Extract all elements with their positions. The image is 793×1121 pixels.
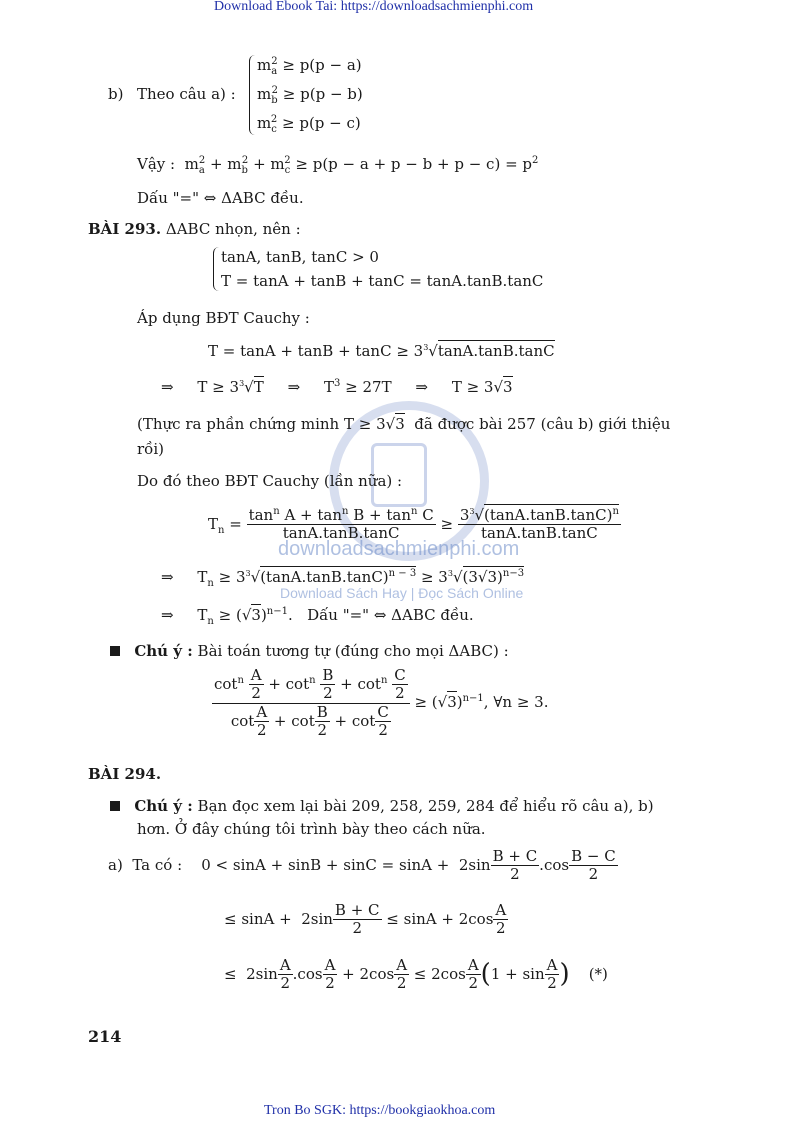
chu-y-1-formula: $\cot^n$ $\frac{A}{2}$ + $\cot^n$ $\frac{B}{2}$ + $\cot^n$ $\frac{C}{2}$ cot $\frac{A}{2}$ + cot $\frac{B}{2}$ + cot $\frac{C}{2}$ ≥ $(√3)^{n-1}$, ∀n ≥ 3. xyxy=(214,666,549,739)
bai294-part-a-line3: ≤ 2sin $\frac{A}{2}$ .cos $\frac{A}{2}$ + 2cos $\frac{A}{2}$ ≤ 2cos $\frac{A}{2}$ (1 + sin $\frac{A}{2}$ ) (*) xyxy=(224,956,608,993)
bai293-system-1: tanA, tanB, tanC > 0 xyxy=(221,248,379,266)
bai293-note-line2: rồi) xyxy=(137,440,164,458)
part-b-conclusion: Vậy : $m_a^2 + m_b^2 + m_c^2 \ge p(p - a + p - b + p - c) = p^2$ xyxy=(137,155,539,176)
chu-y-1: Chú ý : Bài toán tương tự (đúng cho mọi ΔABC) : xyxy=(110,642,509,660)
header-download-link[interactable]: Download Ebook Tai: https://downloadsachmienphi.com xyxy=(214,0,534,14)
bai293-eq2: ⇒ $T \ge 3^3√T$ ⇒ $T^3 \ge 27T$ ⇒ T ≥ 3√3 xyxy=(161,378,513,396)
bai294-title: BÀI 294. xyxy=(88,765,162,783)
part-b-intro: Theo câu a) : xyxy=(137,85,236,103)
bai294-part-a-line1: a) Ta có : 0 < sinA + sinB + sinC = sinA + 2sin $\frac{B + C}{2}$ .cos $\frac{B - C}{2}$ xyxy=(108,847,616,884)
bullet-square-icon xyxy=(110,646,120,656)
watermark-site: downloadsachmienphi.com xyxy=(278,538,520,560)
bai293-heading: BÀI 293. ΔABC nhọn, nên : xyxy=(88,220,301,238)
bai294-part-a-line2: ≤ sinA + 2sin $\frac{B + C}{2}$ ≤ sinA + 2cos $\frac{A}{2}$ xyxy=(224,901,507,938)
part-b-line-2: $m_b^2 \ge p(p - b)$ xyxy=(257,85,363,106)
bai293-note-line1: (Thực ra phần chứng minh T ≥ 3√3 đã được bài 257 (câu b) giới thiệu xyxy=(137,415,671,433)
footer-sgk-link[interactable]: Tron Bo SGK: https://bookgiaokhoa.com xyxy=(264,1103,496,1118)
bai293-eq4: ⇒ $T_n \ge (√3)^{n-1}$. Dấu "=" ⇔ ΔABC đều. xyxy=(161,606,474,627)
bai293-tn-eq: $T_n$ = $\frac{\tan^n A + \tan^n B + \tan^n C}{\tan A.\tan B.\tan C}$ ≥ $\frac{3^3√(\tan A.\tan B.\tan C)^n}{\tan A.\tan B.\tan C}$ xyxy=(208,506,619,543)
bullet-square-icon xyxy=(110,801,120,811)
watermark-tagline: Download Sách Hay | Đọc Sách Online xyxy=(280,585,524,601)
bai293-cauchy-again: Do đó theo BĐT Cauchy (lần nữa) : xyxy=(137,472,403,490)
part-b-label: b) xyxy=(108,85,124,103)
bai293-system-2: T = tanA + tanB + tanC = tanA.tanB.tanC xyxy=(221,272,544,290)
bai293-brace xyxy=(213,247,220,291)
bai293-eq1: $T = \tan A + \tan B + \tan C \ge 3^3√\tan A.\tan B.\tan C$ xyxy=(208,342,555,360)
part-b-equality: Dấu "=" ⇔ ΔABC đều. xyxy=(137,189,304,207)
bai294-chu-y-line1: Chú ý : Bạn đọc xem lại bài 209, 258, 259, 284 để hiểu rõ câu a), b) xyxy=(110,797,654,815)
bai293-eq3: ⇒ $T_n \ge 3^3√(\tan A.\tan B.\tan C)^{n - 3} \ge 3^3√(3√3)^{n-3}$ xyxy=(161,568,525,589)
page-number: 214 xyxy=(88,1027,122,1046)
part-b-line-3: $m_c^2 \ge p(p - c)$ xyxy=(257,114,361,135)
bai294-chu-y-line2: hơn. Ở đây chúng tôi trình bày theo cách nữa. xyxy=(137,820,486,838)
bai293-apply: Áp dụng BĐT Cauchy : xyxy=(137,309,310,327)
part-b-line-1: $m_a^2 \ge p(p - a)$ xyxy=(257,56,362,77)
part-b-brace xyxy=(249,55,256,135)
